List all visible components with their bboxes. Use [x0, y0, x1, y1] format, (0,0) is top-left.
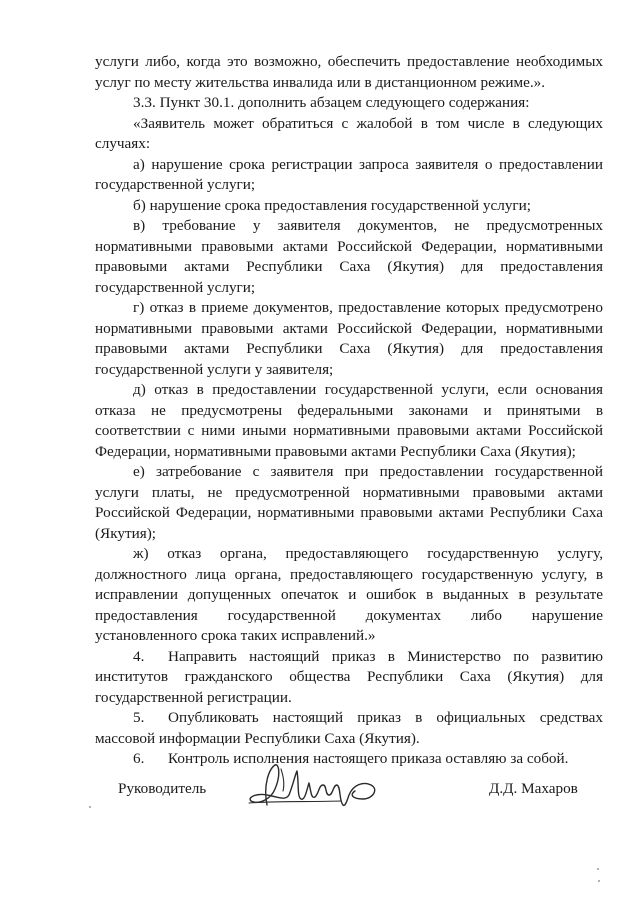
scan-speck [89, 806, 91, 808]
paragraph-case-e: е) затребование с заявителя при предоставлении государственной услуги платы, не предусмотренной нормативными правовыми актами Российской Федерации, нормативными правовыми актами Республики Саха (Якутия); [95, 463, 603, 542]
paragraph-case-a: а) нарушение срока регистрации запроса заявителя о предоставлении государственной услуги; [95, 155, 603, 193]
item-number: 6. [133, 750, 145, 767]
signature-block [0, 755, 639, 825]
item-number: 5. [133, 709, 145, 726]
item-number: 4. [133, 647, 145, 665]
item-text: Опубликовать настоящий приказ в официальных средствах массовой информации Республики Саха (Якутия). [95, 709, 603, 747]
signatory-position: Руководитель [118, 780, 207, 797]
scan-speck [598, 880, 600, 882]
paragraph-case-g: г) отказ в приеме документов, предоставление которых предусмотрено нормативными правовыми актами Российской Федерации, нормативными правовыми актами Республики Саха (Якутия) для предоставления государственной услуги у заявителя; [95, 299, 603, 378]
paragraph-case-d: д) отказ в предоставлении государственной услуги, если основания отказа не предусмотрены федеральными законами и принятыми в соответствии с ними иными нормативными правовыми актами Российской Федерации, нормативными правовыми актами Республики Саха (Якутия); [95, 381, 603, 460]
paragraph-complaint-intro: «Заявитель может обратиться с жалобой в том числе в следующих случаях: [95, 114, 603, 152]
item-text: Направить настоящий приказ в Министерство по развитию институтов гражданского общества Республики Саха (Якутия) для государственной регистрации. [95, 647, 603, 706]
numbered-item-4 [95, 647, 603, 709]
numbered-item-5 [95, 708, 603, 749]
document-body [95, 52, 603, 770]
paragraph-clause-3-3: 3.3. Пункт 30.1. дополнить абзацем следующего содержания: [133, 94, 530, 111]
paragraph-case-b: б) нарушение срока предоставления государственной услуги; [133, 196, 531, 214]
handwritten-signature [245, 755, 385, 817]
paragraph-continuation: услуги либо, когда это возможно, обеспечить предоставление необходимых услуг по месту жительства инвалида или в дистанционном режиме.». [95, 53, 603, 91]
signatory-name: Д.Д. Махаров [489, 780, 578, 797]
paragraph-case-zh: ж) отказ органа, предоставляющего государственную услугу, должностного лица органа, предоставляющего государственную услугу, в исправлении допущенных опечаток и ошибок в выданных в результате предоставления государственной документах либо нарушение установленного срока таких исправлений.» [95, 545, 603, 644]
item-text: Контроль исполнения настоящего приказа оставляю за собой. [168, 750, 569, 767]
paragraph-case-v: в) требование у заявителя документов, не предусмотренных нормативными правовыми актами Российской Федерации, нормативными правовыми актами Республики Саха (Якутия) для предоставления государственной услуги; [95, 217, 603, 296]
scan-speck [597, 868, 599, 870]
